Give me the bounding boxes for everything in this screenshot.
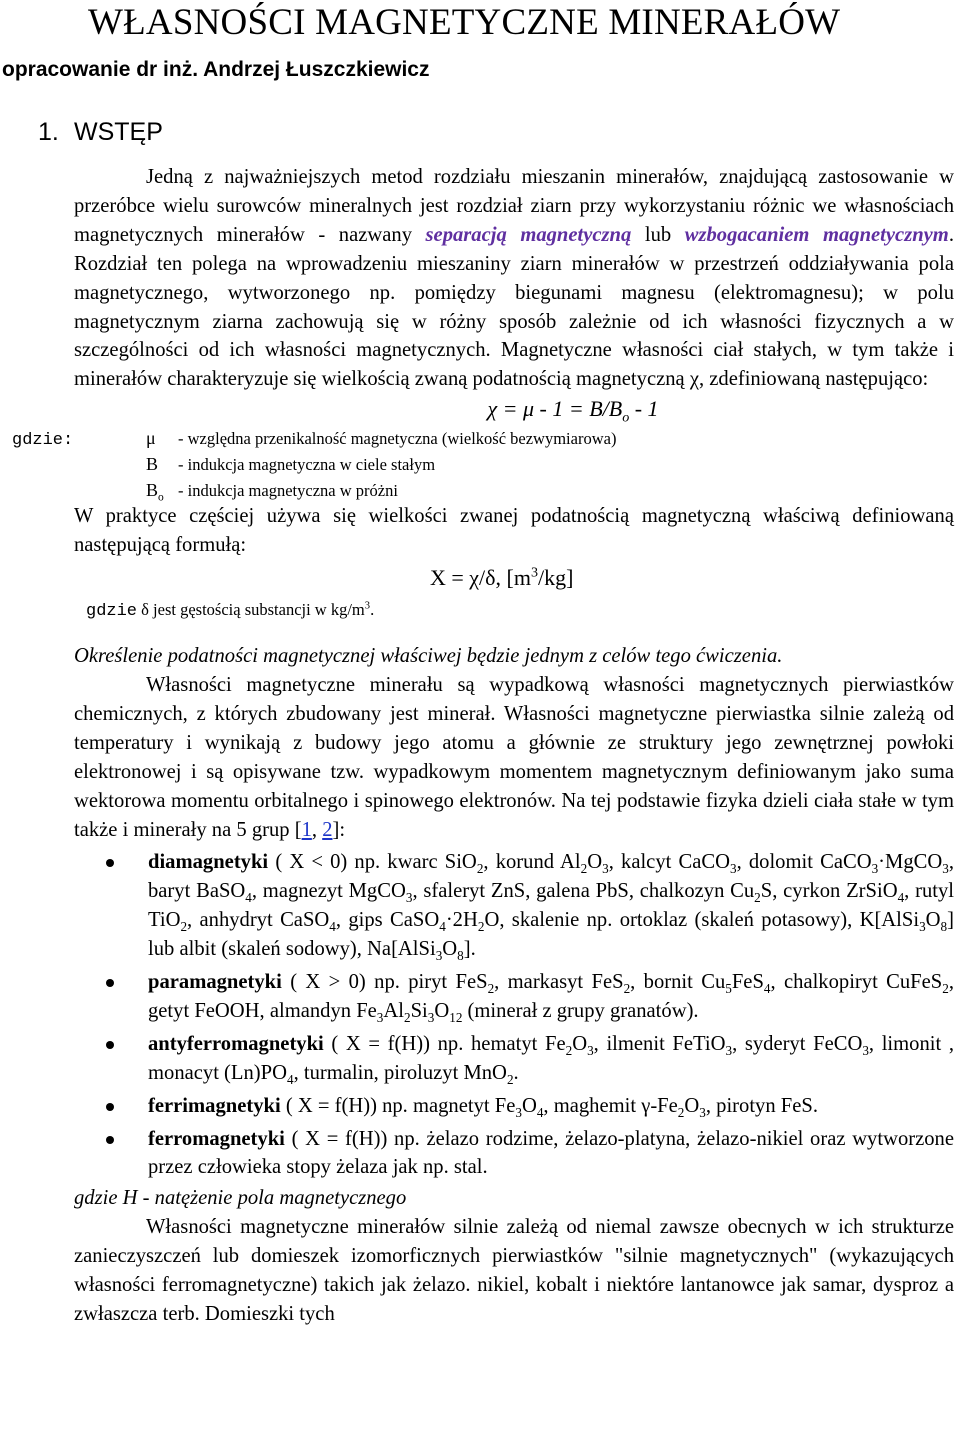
list-item-ferromagnetyki: ferromagnetyki ( X = f(H)) np. żelazo rodzime, żelazo-platyna, żelazo-nikiel oraz wytworzone przez człowieka stopy żelaza jak np. stal. — [74, 1125, 954, 1183]
list-item-antyferromagnetyki: antyferromagnetyki ( X = f(H)) np. hematyt $Fe_2O_3$, ilmenit FeTiO$_3$, syderyt FeCO$_3$, limonit , monacyt $(Ln)PO_4$, turmalin, piroluzyt MnO$_2$. — [74, 1030, 954, 1088]
section-title: WSTĘP — [74, 118, 163, 146]
reference-link-1[interactable]: 1 — [301, 818, 312, 841]
document-author: opracowanie dr inż. Andrzej Łuszczkiewicz — [2, 58, 430, 81]
legend-text: - indukcja magnetyczna w ciele stałym — [178, 455, 436, 475]
delta-text: jest gęstością substancji w kg/m — [148, 600, 365, 620]
legend-symbol: $B_o$ — [146, 480, 164, 504]
formula-chi-part: χ = — [487, 396, 523, 422]
legend-row — [12, 424, 954, 450]
legend-symbol: μ — [146, 428, 156, 449]
formula-mu: μ — [522, 396, 535, 422]
formula-sub: o — [622, 409, 630, 426]
intro-text-2: lub — [631, 223, 685, 246]
magnetic-groups-list — [74, 848, 954, 1182]
section-number: 1. — [38, 118, 59, 146]
legend-row — [12, 476, 954, 502]
where-delta-label: gdzie — [86, 602, 138, 622]
list-item-paramagnetyki: paramagnetyki ( X > 0) np. piryt FeS$_2$, markasyt FeS$_2$, bornit $Cu_5FeS_4$, chalkopiryt CuFeS$_2$, getyt FeOOH, almandyn $Fe_3Al_2Si_3O_{12}$ (minerał z grupy granatów). — [74, 968, 954, 1026]
paragraph-impurities: Własności magnetyczne minerałów silnie zależą od niemal zawsze obecnych w ich strukturze zanieczyszczeń lub domieszek izomorficznych pierwiastków "silnie magnetycznych" (wykazujących własności ferromagnetyczne) takich jak żelazo. nikiel, kobalt i niektóre lantanowce jak samar, dysproz a zwłaszcza terb. Domieszki tych — [74, 1216, 954, 1325]
intro-text-1: Jedną z najważniejszych metod rozdziału mieszanin minerałów, znajdującą zastosowanie w przeróbce wielu surowców mineralnych jest rozdział ziarn przy wykorzystaniu różnic we własnościach magnetycznych minerałów - nazwany — [74, 166, 954, 246]
list-item-ferrimagnetyki: ferrimagnetyki ( X = f(H)) np. magnetyt $Fe_3O_4$, maghemit $\gamma-Fe_2O_3$, pirotyn FeS. — [74, 1092, 954, 1121]
term-wzbogacanie: wzbogacaniem magnetycznym — [684, 223, 949, 246]
formula-tail: - 1 — [629, 396, 659, 422]
list-item-diamagnetyki: diamagnetyki ( X < 0) np. kwarc SiO$_2$, korund $Al_2O_3$, kalcyt CaCO$_3$, dolomit CaCO$_3$·MgCO$_3$, baryt BaSO$_4$, magnezyt MgCO$_3$, sfaleryt ZnS, galena PbS, chalkozyn $Cu_2S$, cyrkon ZrSiO$_4$, rutyl TiO$_2$, anhydryt CaSO$_4$, gips $CaSO_4\cdot 2H_2O$, skalenie np. ortoklaz (skaleń potasowy), $K[AlSi_3O_8]$ lub albit (skaleń sodowy), $Na[AlSi_3O_8]$. — [74, 848, 954, 964]
legend-text: - indukcja magnetyczna w próżni — [178, 481, 398, 501]
where-label: gdzie: — [12, 431, 74, 451]
formula-rest: - 1 = B/B — [534, 396, 623, 422]
note-h: gdzie H - natężenie pola magnetycznego — [74, 1187, 407, 1210]
paragraph-goal: Określenie podatności magnetycznej właściwej będzie jednym z celów tego ćwiczenia. — [74, 645, 783, 668]
where-delta: gdzie δ jest gęstością substancji w $kg/m^3$. — [86, 600, 375, 622]
intro-text-3: . Rozdział ten polega na wprowadzeniu mieszaniny ziarn minerałów w przestrzeń oddziaływania pola magnetycznego, wytworzonego np. pomiędzy biegunami magnesu (elektromagnesu); w polu magnetycznym ziarna zachowują się w różny sposób zależnie od ich własności fizycznych a w szczególności od ich własności magnetycznych. Magnetyczne własności ciał stałych, w tym także i minerałów charakteryzuje się wielkością zwaną podatnością magnetyczną χ, zdefiniowaną następująco: — [74, 223, 954, 391]
legend-symbol: B — [146, 454, 159, 475]
reference-link-2[interactable]: 2 — [322, 818, 333, 841]
term-separacja: separacją magnetyczną — [425, 223, 632, 246]
formula-specific: X = χ/δ, $[m^3/kg]$ — [430, 564, 574, 591]
formula-chi — [74, 394, 954, 424]
paragraph-intro — [74, 163, 954, 394]
delta-symbol: δ — [141, 600, 149, 620]
legend-text: - względna przenikalność magnetyczna (wielkość bezwymiarowa) — [178, 429, 617, 449]
document-body — [12, 163, 954, 1329]
paragraph-specific: W praktyce częściej używa się wielkości zwanej podatnością magnetyczną właściwą definiowaną następującą formułą: — [74, 505, 954, 557]
paragraph-elements: Własności magnetyczne minerału są wypadkową własności magnetycznych pierwiastków chemicznych, z których zbudowany jest minerał. Własności magnetyczne pierwiastka silnie zależą od temperatury i wynikają z budowy jego atomu a głównie ze struktury jego zewnętrznej powłoki elektronowej i są opisywane tzw. wypadkowym momentem magnetycznym definiowanym jako suma wektorowa momentu orbitalnego i spinowego elektronów. Na tej podstawie fizyka dzieli ciała stałe w tym także i minerały na 5 grup [1, 2]: — [74, 673, 954, 841]
section-heading — [38, 118, 163, 147]
document-title: WŁASNOŚCI MAGNETYCZNE MINERAŁÓW — [88, 2, 841, 43]
where-legend — [12, 424, 954, 502]
